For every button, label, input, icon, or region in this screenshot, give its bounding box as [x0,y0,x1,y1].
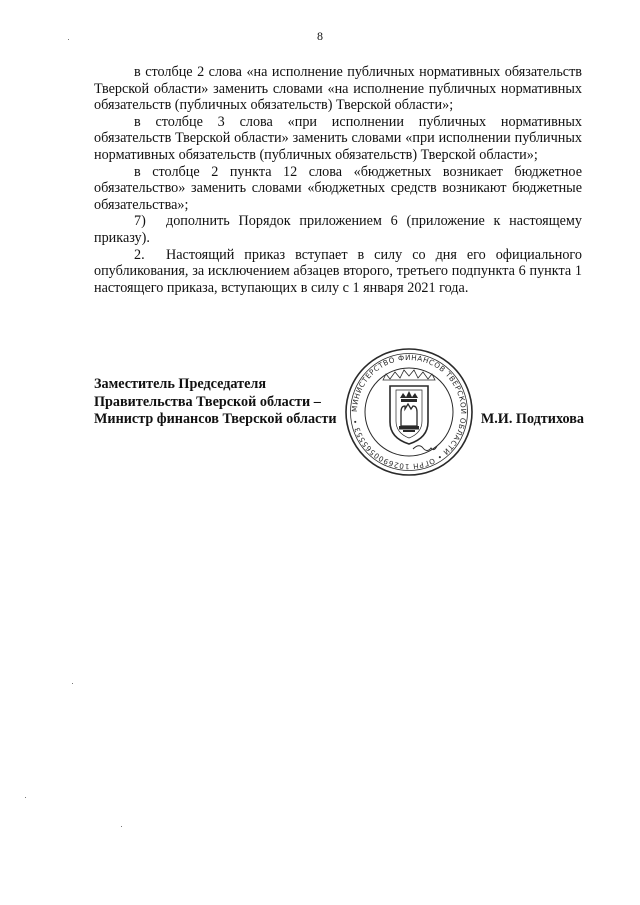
list-item-text: дополнить Порядок приложением 6 (приложение к настоящему приказу). [94,213,582,246]
seal-ring-text: МИНИСТЕРСТВО ФИНАНСОВ ТВЕРСКОЙ ОБЛАСТИ • ОГРН 1026900565553 • [349,352,469,472]
signer-position-line-3: Министр финансов Тверской области [94,411,337,427]
official-seal-stamp [343,346,475,478]
list-item-text: Настоящий приказ вступает в силу со дня его официального опубликования, за исключением абзацев второго, третьего подпункта 6 пункта 1 настоящего приказа, вступающих в силу с 1 января 2021 года. [94,246,582,296]
signer-position-line-2: Правительства Тверской области – [94,393,321,410]
document-body [94,64,582,296]
list-item-2 [94,247,582,297]
signer-position-line-1: Заместитель Председателя [94,376,267,392]
signer-name: М.И. Подтихова [480,411,584,427]
list-item-number: 2. [134,246,145,263]
signature-block [94,376,584,429]
list-item-7 [94,213,582,246]
paragraph-column-2: в столбце 2 слова «на исполнение публичных нормативных обязательств Тверской области» заменить словами «на исполнение публичных нормативных обязательств (публичных обязательств) Тверской области»; [94,64,582,114]
paragraph-item-12: в столбце 2 пункта 12 слова «бюджетных возникает бюджетное обязательство» заменить словами «бюджетных средств возникают бюджетные обязательства»; [94,163,582,213]
paragraph-column-3: в столбце 3 слова «при исполнении публичных нормативных обязательств Тверской области» заменить словами «при исполнении публичных нормативных обязательств (публичных обязательств) Тверской области»; [94,113,582,163]
page-number: 8 [317,29,323,43]
list-item-number: 7) [134,213,146,230]
